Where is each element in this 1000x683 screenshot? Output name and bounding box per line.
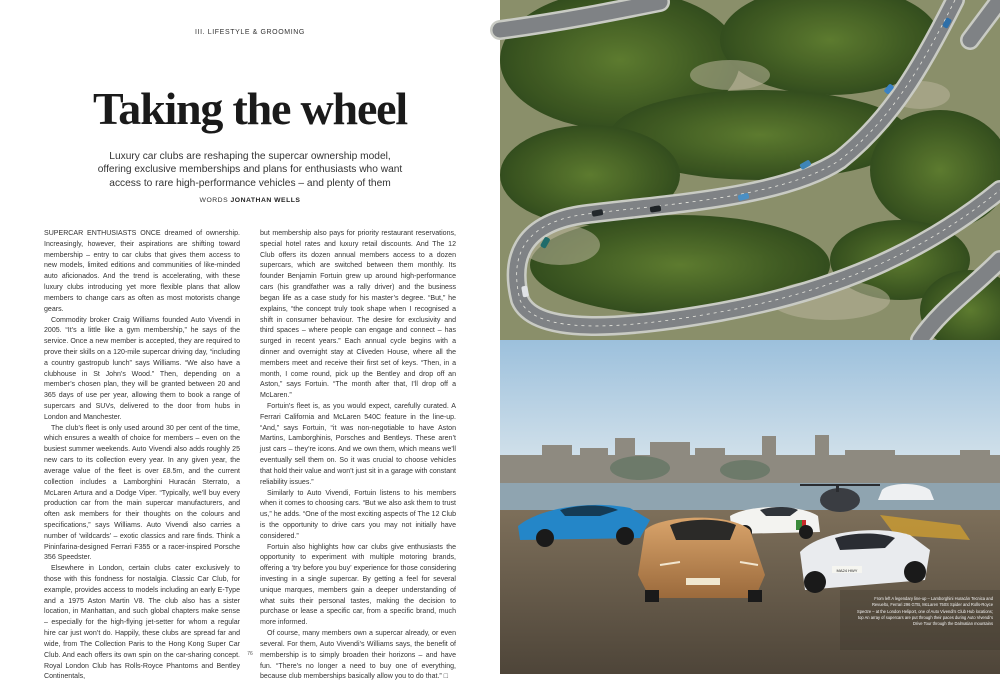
paragraph: but membership also pays for priority restaurant reservations, special hotel rates and luxury retail discounts. And The 12 Club offers its dozen annual members access to a dozen supercars, which are switched between them monthly. Its founder Benjamin Fortuin grew up around high-performance cars (his grandfather was a rally driver) and the business began life as a case study for his master’s degree. “But,” he explains, “the concept truly took shape when I recognised a shift in consumer behaviour. The desire for exclusivity and third spaces – where people can engage and connect – has surged in recent years.” Each annual cycle begins with a dinner and overnight stay at Cliveden House, where all the members meet and receive their first set of keys. “Then, in a month, I come round, pick up the Bentley and drop off an Aston,” says Fortuin. “The month after that, I’ll drop off a McLaren.” <box>260 230 456 400</box>
right-page <box>500 0 1000 674</box>
orange-supercar <box>638 518 765 602</box>
plate-text: MA24 HWY <box>836 568 858 573</box>
paragraph: Fortuin also highlights how car clubs give enthusiasts the opportunity to experiment with multiple motoring brands, offering a ‘try before you buy’ experience for those considering investing in a single supercar. By getting a feel for several unique marques, members gain a deeper understanding of what suits their personal tastes, making the decision to purchase or lease a specific car, from a specific brand, much more informed. <box>260 543 456 627</box>
column-left <box>44 229 240 681</box>
page-number: 76 <box>247 651 253 657</box>
paragraph: Similarly to Auto Vivendi, Fortuin listens to his members when it comes to choosing cars. “But we also ask them to trust us,” he adds. “One of the most exciting aspects of The 12 Club is the opportunity to drive cars you may not initially have considered.” <box>260 489 456 540</box>
left-page <box>0 0 500 681</box>
paragraph: The club’s fleet is only used around 30 per cent of the time, which ensures a wealth of choice for members – even on the busiest summer weekends. Auto Vivendi also adds roughly 25 new cars to its collection every year. In any given year, the average value of the fleet is over £8.5m, and the current collection includes a Lamborghini Huracán Sterrato, a McLaren Artura and a Dodge Viper. “Typically, we’ll buy every production car from the main supercar manufacturers, and often ask members for their thoughts on the colours and specifications,” says Williams. Auto Vivendi also carries a number of ‘wildcards’ – exotic classics and rare finds. Think a Pininfarina-designed Ferrari F355 or a racer-inspired Porsche 356 Speedster. <box>44 424 240 562</box>
paragraph: Commodity broker Craig Williams founded Auto Vivendi in 2005. “It’s a little like a gym membership,” he says of the service. Once a new member is accepted, they are required to prove their skills on a 120-mile supercar driving day, “including a country gastropub lunch” says Williams. “We also have a clubhouse in St John’s Wood.” Then, depending on a member’s chosen plan, they will be granted between 20 and 365 days of use per year, allowing them to book a range of supercars and SUVs, delivered to the door from hubs in London and Manchester. <box>44 316 240 421</box>
paragraph: Elsewhere in London, certain clubs cater exclusively to those with this fondness for nostalgia. Classic Car Club, for example, provides access to models including an early E-Type and a 1975 Aston Martin V8. The club also has a sister location, in Manhattan, and such global chapters make sense – especially for the high-flying jet-setter for whom a regular hire car just won’t do. Happily, these clubs are spread far and wide, from The Collection Paris to the Hong Kong Super Car Club. And each offers its own spin on the car-sharing concept. Royal London Club has Rolls-Royce Phantoms and Bentley Continentals, <box>44 565 240 681</box>
byline-prefix: WORDS <box>199 197 229 204</box>
byline <box>0 197 500 204</box>
photo-caption: From left A legendary line-up – Lamborghini Huracán Tecnica and Revuelto, Ferrari 296 GTB, McLaren 750S Spider and Rolls-Royce Spectre – at the London Heliport, one of Auto Vivendi’s Club Hub locations; top An array of supercars are put through their paces during Auto Vivendi’s Drive Tour through the Dalmatian mountains <box>857 596 993 627</box>
paragraph: SUPERCAR ENTHUSIASTS ONCE dreamed of ownership. Increasingly, however, their aspirations are shifting toward membership – entry to car clubs that gives them access to new models, limited editions and communities of like-minded auto aficionados. And the trend is accelerating, with these luxury clubs introducing yet more flexible plans that allow members to change cars as often as most motorists change gears. <box>44 230 240 313</box>
headline: Taking the wheel <box>93 83 407 134</box>
paragraph: Of course, many members own a supercar already, or even several. For them, Auto Vivendi’s Williams says, the benefit of membership is to simply broaden their horizons – and have fun. “There’s no longer a need to buy one of everything, because club memberships basically allow you to do that.” □ <box>260 630 456 681</box>
section-label: III. LIFESTYLE & GROOMING <box>195 29 305 36</box>
standfirst: Luxury car clubs are reshaping the supercar ownership model, offering exclusive memberships and plans for enthusiasts who want access to rare high-performance vehicles – and plenty of them <box>97 151 403 189</box>
mountain-road-photo <box>500 0 1000 340</box>
column-right <box>260 229 456 681</box>
byline-author: JONATHAN WELLS <box>230 197 301 204</box>
paragraph: Fortuin’s fleet is, as you would expect, carefully curated. A Ferrari California and McLaren 540C feature in the line-up. “And,” says Fortuin, “it was non-negotiable to have Aston Martins, Lamborghinis, Porsches and Bentleys. These aren’t just cars – they’re icons. And we own them, which means we’ll eventually sell them on. So it was crucial to choose vehicles that hold their value and won’t just sit in a garage with constant reliability issues.” <box>260 403 456 486</box>
